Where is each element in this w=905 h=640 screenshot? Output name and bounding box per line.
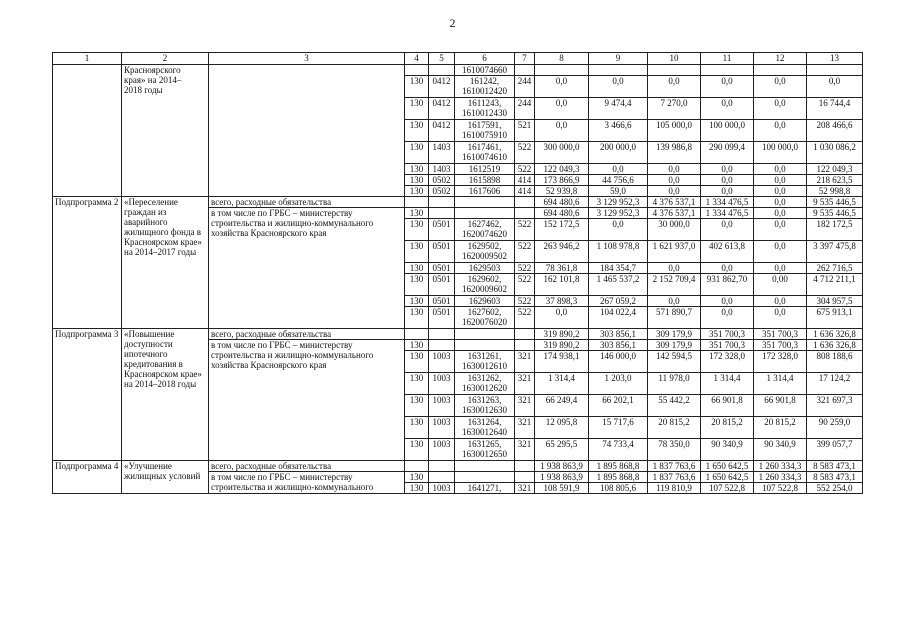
cell-grbs: 130 [405, 241, 429, 263]
header-cell: 12 [754, 53, 807, 65]
header-cell: 5 [429, 53, 455, 65]
cell-expense-type: 321 [515, 373, 535, 395]
cell-name: «Повышение доступности ипотечного кредитования в Красноярском крае» на 2014–2018 годы [122, 329, 209, 461]
cell-expense-type: 522 [515, 296, 535, 307]
cell-value: 208 466,6 [807, 120, 863, 142]
cell-value: 0,0 [589, 219, 648, 241]
cell-value [535, 65, 589, 76]
cell-expense-type: 321 [515, 351, 535, 373]
cell-value [648, 65, 701, 76]
cell-value: 319 890,2 [535, 340, 589, 351]
cell-value: 0,0 [701, 164, 754, 175]
cell-value: 1 030 086,2 [807, 142, 863, 164]
cell-value: 66 249,4 [535, 395, 589, 417]
cell-value: 65 295,5 [535, 439, 589, 461]
header-cell: 13 [807, 53, 863, 65]
cell-value: 0,0 [535, 98, 589, 120]
cell-target-article: 1629602, 1620009602 [455, 274, 515, 296]
cell-value: 1 465 537,2 [589, 274, 648, 296]
cell-value: 1 837 763,6 [648, 461, 701, 472]
cell-target-article: 1617591, 1610075910 [455, 120, 515, 142]
cell-target-article: 1627602, 1620076020 [455, 307, 515, 329]
cell-value: 1 314,4 [754, 373, 807, 395]
cell-expense-type [515, 329, 535, 340]
cell-value: 0,0 [648, 186, 701, 197]
cell-value: 8 583 473,1 [807, 461, 863, 472]
cell-target-article: 1612519 [455, 164, 515, 175]
cell-target-article: 1617461, 1610074610 [455, 142, 515, 164]
cell-value: 122 049,3 [807, 164, 863, 175]
header-cell: 9 [589, 53, 648, 65]
cell-expense-type [515, 472, 535, 483]
header-cell: 1 [53, 53, 122, 65]
cell-value: 200 000,0 [589, 142, 648, 164]
cell-value: 8 583 473,1 [807, 472, 863, 483]
cell-value: 66 202,1 [589, 395, 648, 417]
cell-expense-type: 521 [515, 120, 535, 142]
cell-target-article: 1627462, 1620074620 [455, 219, 515, 241]
cell-target-article: 1629603 [455, 296, 515, 307]
cell-value: 122 049,3 [535, 164, 589, 175]
header-cell: 11 [701, 53, 754, 65]
cell-grbs: 130 [405, 483, 429, 494]
cell-grbs [405, 65, 429, 76]
cell-value: 0,0 [701, 219, 754, 241]
cell-value: 0,0 [701, 175, 754, 186]
cell-value: 399 057,7 [807, 439, 863, 461]
cell-value: 1 621 937,0 [648, 241, 701, 263]
cell-subprogram [53, 65, 122, 197]
cell-value: 1 314,4 [701, 373, 754, 395]
cell-expense-type: 522 [515, 307, 535, 329]
cell-expense-type: 321 [515, 395, 535, 417]
cell-expense-type: 414 [515, 186, 535, 197]
cell-value: 0,0 [754, 241, 807, 263]
cell-grbs: 130 [405, 142, 429, 164]
header-cell: 7 [515, 53, 535, 65]
cell-expense-type: 522 [515, 241, 535, 263]
cell-grbs: 130 [405, 208, 429, 219]
cell-grbs: 130 [405, 296, 429, 307]
cell-value: 218 623,5 [807, 175, 863, 186]
cell-value: 78 361,8 [535, 263, 589, 274]
cell-grbs: 130 [405, 175, 429, 186]
cell-value: 172 328,0 [754, 351, 807, 373]
cell-value: 321 697,3 [807, 395, 863, 417]
cell-value: 4 376 537,1 [648, 197, 701, 208]
cell-value: 15 717,6 [589, 417, 648, 439]
cell-target-article [455, 340, 515, 351]
cell-value: 262 716,5 [807, 263, 863, 274]
cell-total-label: всего, расходные обязательства [209, 461, 405, 472]
cell-subprogram: Подпрограмма 3 [53, 329, 122, 461]
cell-value: 3 129 952,3 [589, 197, 648, 208]
cell-section: 0501 [429, 219, 455, 241]
cell-value: 59,0 [589, 186, 648, 197]
cell-value: 1 260 334,3 [754, 472, 807, 483]
cell-value: 9 535 446,5 [807, 208, 863, 219]
cell-target-article: 1611243, 1610012430 [455, 98, 515, 120]
cell-name: «Переселение граждан из аварийного жилищного фонда в Красноярском крае» на 2014–2017 годы [122, 197, 209, 329]
cell-value [589, 65, 648, 76]
cell-detail-label: в том числе по ГРБС – министерству строительства и жилищно-коммунального [209, 472, 405, 494]
cell-value: 119 810,9 [648, 483, 701, 494]
cell-value [701, 65, 754, 76]
cell-value: 0,0 [754, 98, 807, 120]
cell-value: 0,0 [701, 186, 754, 197]
cell-value: 0,0 [648, 164, 701, 175]
cell-value: 309 179,9 [648, 329, 701, 340]
cell-value: 11 978,0 [648, 373, 701, 395]
cell-target-article [455, 461, 515, 472]
cell-value: 0,0 [754, 120, 807, 142]
cell-expense-type: 522 [515, 142, 535, 164]
cell-expense-type [515, 340, 535, 351]
cell-expense-type: 321 [515, 483, 535, 494]
cell-expense-type: 244 [515, 76, 535, 98]
cell-expense-type: 522 [515, 274, 535, 296]
cell-value: 3 466,6 [589, 120, 648, 142]
cell-value: 142 594,5 [648, 351, 701, 373]
cell-target-article [455, 208, 515, 219]
cell-expense-type [515, 197, 535, 208]
cell-value: 808 188,6 [807, 351, 863, 373]
cell-value: 74 733,4 [589, 439, 648, 461]
table-row [53, 65, 863, 76]
cell-value: 78 350,0 [648, 439, 701, 461]
cell-section: 0412 [429, 76, 455, 98]
header-cell: 8 [535, 53, 589, 65]
cell-value: 267 059,2 [589, 296, 648, 307]
cell-value: 174 938,1 [535, 351, 589, 373]
cell-value: 16 744,4 [807, 98, 863, 120]
cell-section: 0501 [429, 296, 455, 307]
cell-value: 2 152 709,4 [648, 274, 701, 296]
cell-grbs: 130 [405, 340, 429, 351]
cell-expense-type: 522 [515, 164, 535, 175]
cell-value: 0,0 [701, 76, 754, 98]
cell-value [754, 65, 807, 76]
cell-value: 1 334 476,5 [701, 208, 754, 219]
cell-value: 44 756,6 [589, 175, 648, 186]
cell-section [429, 197, 455, 208]
cell-value: 66 901,8 [754, 395, 807, 417]
table-row-total [53, 329, 863, 340]
cell-grbs: 130 [405, 417, 429, 439]
cell-value: 303 856,1 [589, 340, 648, 351]
cell-section: 0502 [429, 186, 455, 197]
cell-value: 351 700,3 [701, 340, 754, 351]
cell-value: 304 957,5 [807, 296, 863, 307]
cell-value: 3 129 952,3 [589, 208, 648, 219]
cell-total-label: всего, расходные обязательства [209, 197, 405, 208]
cell-value: 1 334 476,5 [701, 197, 754, 208]
cell-value: 107 522,8 [754, 483, 807, 494]
cell-value: 0,0 [589, 76, 648, 98]
cell-value: 108 591,9 [535, 483, 589, 494]
cell-target-article [455, 329, 515, 340]
cell-target-article: 1631265, 1630012650 [455, 439, 515, 461]
cell-value: 0,0 [701, 98, 754, 120]
cell-value: 694 480,6 [535, 197, 589, 208]
cell-value: 1 895 868,8 [589, 461, 648, 472]
cell-grbs: 130 [405, 186, 429, 197]
cell-grbs [405, 461, 429, 472]
cell-expense-type [515, 65, 535, 76]
cell-value: 0,0 [535, 120, 589, 142]
cell-value: 0,0 [754, 296, 807, 307]
cell-target-article [455, 472, 515, 483]
cell-value: 90 340,9 [754, 439, 807, 461]
cell-value: 309 179,9 [648, 340, 701, 351]
cell-value: 66 901,8 [701, 395, 754, 417]
cell-grbs: 130 [405, 472, 429, 483]
cell-grbs: 130 [405, 76, 429, 98]
cell-value: 0,0 [754, 219, 807, 241]
header-cell: 6 [455, 53, 515, 65]
cell-value: 9 474,4 [589, 98, 648, 120]
cell-grbs: 130 [405, 373, 429, 395]
cell-section: 1403 [429, 164, 455, 175]
cell-value: 184 354,7 [589, 263, 648, 274]
cell-grbs: 130 [405, 395, 429, 417]
cell-subprogram: Подпрограмма 4 [53, 461, 122, 494]
cell-value: 9 535 446,5 [807, 197, 863, 208]
cell-value: 351 700,3 [754, 340, 807, 351]
table-row-total [53, 461, 863, 472]
cell-value: 1 203,0 [589, 373, 648, 395]
header-cell: 3 [209, 53, 405, 65]
cell-expense-type: 414 [515, 175, 535, 186]
cell-section: 0501 [429, 241, 455, 263]
cell-grbs: 130 [405, 219, 429, 241]
cell-value: 0,0 [589, 164, 648, 175]
cell-target-article: 1631261, 1630012610 [455, 351, 515, 373]
cell-value: 0,0 [535, 307, 589, 329]
cell-section: 1003 [429, 483, 455, 494]
cell-value: 351 700,3 [701, 329, 754, 340]
cell-value: 300 000,0 [535, 142, 589, 164]
cell-section [429, 461, 455, 472]
cell-value: 0,0 [754, 263, 807, 274]
cell-value: 0,0 [701, 263, 754, 274]
cell-value: 0,0 [754, 76, 807, 98]
cell-section: 1003 [429, 373, 455, 395]
cell-value: 319 890,2 [535, 329, 589, 340]
cell-value: 552 254,0 [807, 483, 863, 494]
cell-expense-type: 321 [515, 417, 535, 439]
cell-section: 0501 [429, 263, 455, 274]
page-number: 2 [449, 16, 456, 30]
cell-section: 0502 [429, 175, 455, 186]
cell-target-article: 1615898 [455, 175, 515, 186]
cell-value: 1 108 978,8 [589, 241, 648, 263]
cell-value: 0,0 [535, 76, 589, 98]
cell-value: 0,0 [648, 263, 701, 274]
cell-target-article: 1631262, 1630012620 [455, 373, 515, 395]
cell-value: 675 913,1 [807, 307, 863, 329]
cell-value: 52 998,8 [807, 186, 863, 197]
cell-value: 52 939,8 [535, 186, 589, 197]
cell-section: 1003 [429, 417, 455, 439]
cell-grbs: 130 [405, 274, 429, 296]
cell-value: 20 815,2 [701, 417, 754, 439]
cell-detail-label: в том числе по ГРБС – министерству строительства и жилищно-коммунального хозяйства Красноярского края [209, 208, 405, 329]
cell-value: 100 000,0 [701, 120, 754, 142]
cell-grbs: 130 [405, 98, 429, 120]
cell-value: 402 613,8 [701, 241, 754, 263]
cell-value: 12 095,8 [535, 417, 589, 439]
cell-expense-type [515, 208, 535, 219]
header-cell: 4 [405, 53, 429, 65]
cell-value: 1 837 763,6 [648, 472, 701, 483]
cell-grbs: 130 [405, 351, 429, 373]
cell-value: 90 259,0 [807, 417, 863, 439]
cell-section: 0501 [429, 274, 455, 296]
cell-value: 146 000,0 [589, 351, 648, 373]
cell-detail-label: в том числе по ГРБС – министерству строительства и жилищно-коммунального хозяйства Красноярского края [209, 340, 405, 461]
cell-expense-type: 522 [515, 219, 535, 241]
cell-name: «Улучшение жилищных условий [122, 461, 209, 494]
cell-section: 1003 [429, 395, 455, 417]
cell-value: 0,0 [754, 208, 807, 219]
cell-expense-type: 321 [515, 439, 535, 461]
cell-value: 0,0 [648, 296, 701, 307]
cell-value: 90 340,9 [701, 439, 754, 461]
cell-value: 290 099,4 [701, 142, 754, 164]
cell-value: 20 815,2 [754, 417, 807, 439]
cell-value: 173 866,9 [535, 175, 589, 186]
header-row [53, 53, 863, 65]
cell-value: 0,0 [754, 175, 807, 186]
cell-value: 4 712 211,1 [807, 274, 863, 296]
cell-value: 1 636 326,8 [807, 340, 863, 351]
header-cell: 10 [648, 53, 701, 65]
cell-value: 182 172,5 [807, 219, 863, 241]
cell-value: 104 022,4 [589, 307, 648, 329]
cell-value: 1 895 868,8 [589, 472, 648, 483]
cell-grbs: 130 [405, 263, 429, 274]
cell-value: 55 442,2 [648, 395, 701, 417]
cell-value: 139 986,8 [648, 142, 701, 164]
cell-grbs: 130 [405, 307, 429, 329]
cell-responsible [209, 65, 405, 197]
cell-value: 152 172,5 [535, 219, 589, 241]
cell-section: 0412 [429, 98, 455, 120]
cell-section: 1003 [429, 351, 455, 373]
cell-value: 0,0 [754, 164, 807, 175]
cell-value: 30 000,0 [648, 219, 701, 241]
cell-value: 351 700,3 [754, 329, 807, 340]
cell-section [429, 208, 455, 219]
cell-section: 1003 [429, 439, 455, 461]
cell-value: 107 522,8 [701, 483, 754, 494]
table-row-total [53, 197, 863, 208]
cell-section [429, 329, 455, 340]
cell-value: 108 805,6 [589, 483, 648, 494]
cell-value: 0,00 [754, 274, 807, 296]
cell-subprogram: Подпрограмма 2 [53, 197, 122, 329]
cell-target-article: 1641271, [455, 483, 515, 494]
cell-section: 0412 [429, 120, 455, 142]
cell-grbs [405, 329, 429, 340]
cell-value: 694 480,6 [535, 208, 589, 219]
cell-value: 4 376 537,1 [648, 208, 701, 219]
cell-value: 162 101,8 [535, 274, 589, 296]
cell-value [807, 65, 863, 76]
cell-value: 3 397 475,8 [807, 241, 863, 263]
cell-value: 105 000,0 [648, 120, 701, 142]
cell-value: 37 898,3 [535, 296, 589, 307]
cell-value: 0,0 [754, 197, 807, 208]
cell-value: 1 650 642,5 [701, 472, 754, 483]
cell-value: 172 328,0 [701, 351, 754, 373]
cell-value: 1 938 863,9 [535, 461, 589, 472]
cell-value: 0,0 [648, 76, 701, 98]
cell-value: 0,0 [754, 186, 807, 197]
cell-target-article: 1631264, 1630012640 [455, 417, 515, 439]
cell-value: 20 815,2 [648, 417, 701, 439]
cell-section [429, 472, 455, 483]
cell-value: 1 260 334,3 [754, 461, 807, 472]
cell-target-article: 161242, 1610012420 [455, 76, 515, 98]
cell-expense-type: 522 [515, 263, 535, 274]
cell-section [429, 65, 455, 76]
cell-value: 100 000,0 [754, 142, 807, 164]
cell-value: 1 314,4 [535, 373, 589, 395]
cell-grbs: 130 [405, 439, 429, 461]
cell-value: 1 650 642,5 [701, 461, 754, 472]
cell-value: 0,0 [807, 76, 863, 98]
cell-name: Красноярского края» на 2014– 2018 годы [122, 65, 209, 197]
cell-value: 303 856,1 [589, 329, 648, 340]
budget-table [52, 52, 863, 494]
cell-section [429, 340, 455, 351]
cell-value: 7 270,0 [648, 98, 701, 120]
cell-target-article: 1629502, 1620009502 [455, 241, 515, 263]
cell-expense-type: 244 [515, 98, 535, 120]
cell-target-article [455, 197, 515, 208]
cell-value: 931 862,70 [701, 274, 754, 296]
cell-target-article: 1631263, 1630012630 [455, 395, 515, 417]
cell-value: 0,0 [701, 296, 754, 307]
cell-target-article: 1617606 [455, 186, 515, 197]
cell-value: 0,0 [701, 307, 754, 329]
header-cell: 2 [122, 53, 209, 65]
cell-total-label: всего, расходные обязательства [209, 329, 405, 340]
cell-target-article: 1610074660 [455, 65, 515, 76]
cell-grbs [405, 197, 429, 208]
cell-value: 0,0 [754, 307, 807, 329]
cell-value: 1 938 863,9 [535, 472, 589, 483]
cell-target-article: 1629503 [455, 263, 515, 274]
cell-grbs: 130 [405, 164, 429, 175]
cell-expense-type [515, 461, 535, 472]
cell-value: 263 946,2 [535, 241, 589, 263]
cell-section: 1403 [429, 142, 455, 164]
cell-section: 0501 [429, 307, 455, 329]
cell-value: 0,0 [648, 175, 701, 186]
cell-value: 571 890,7 [648, 307, 701, 329]
table-body [53, 53, 863, 494]
cell-value: 1 636 326,8 [807, 329, 863, 340]
cell-value: 17 124,2 [807, 373, 863, 395]
cell-grbs: 130 [405, 120, 429, 142]
